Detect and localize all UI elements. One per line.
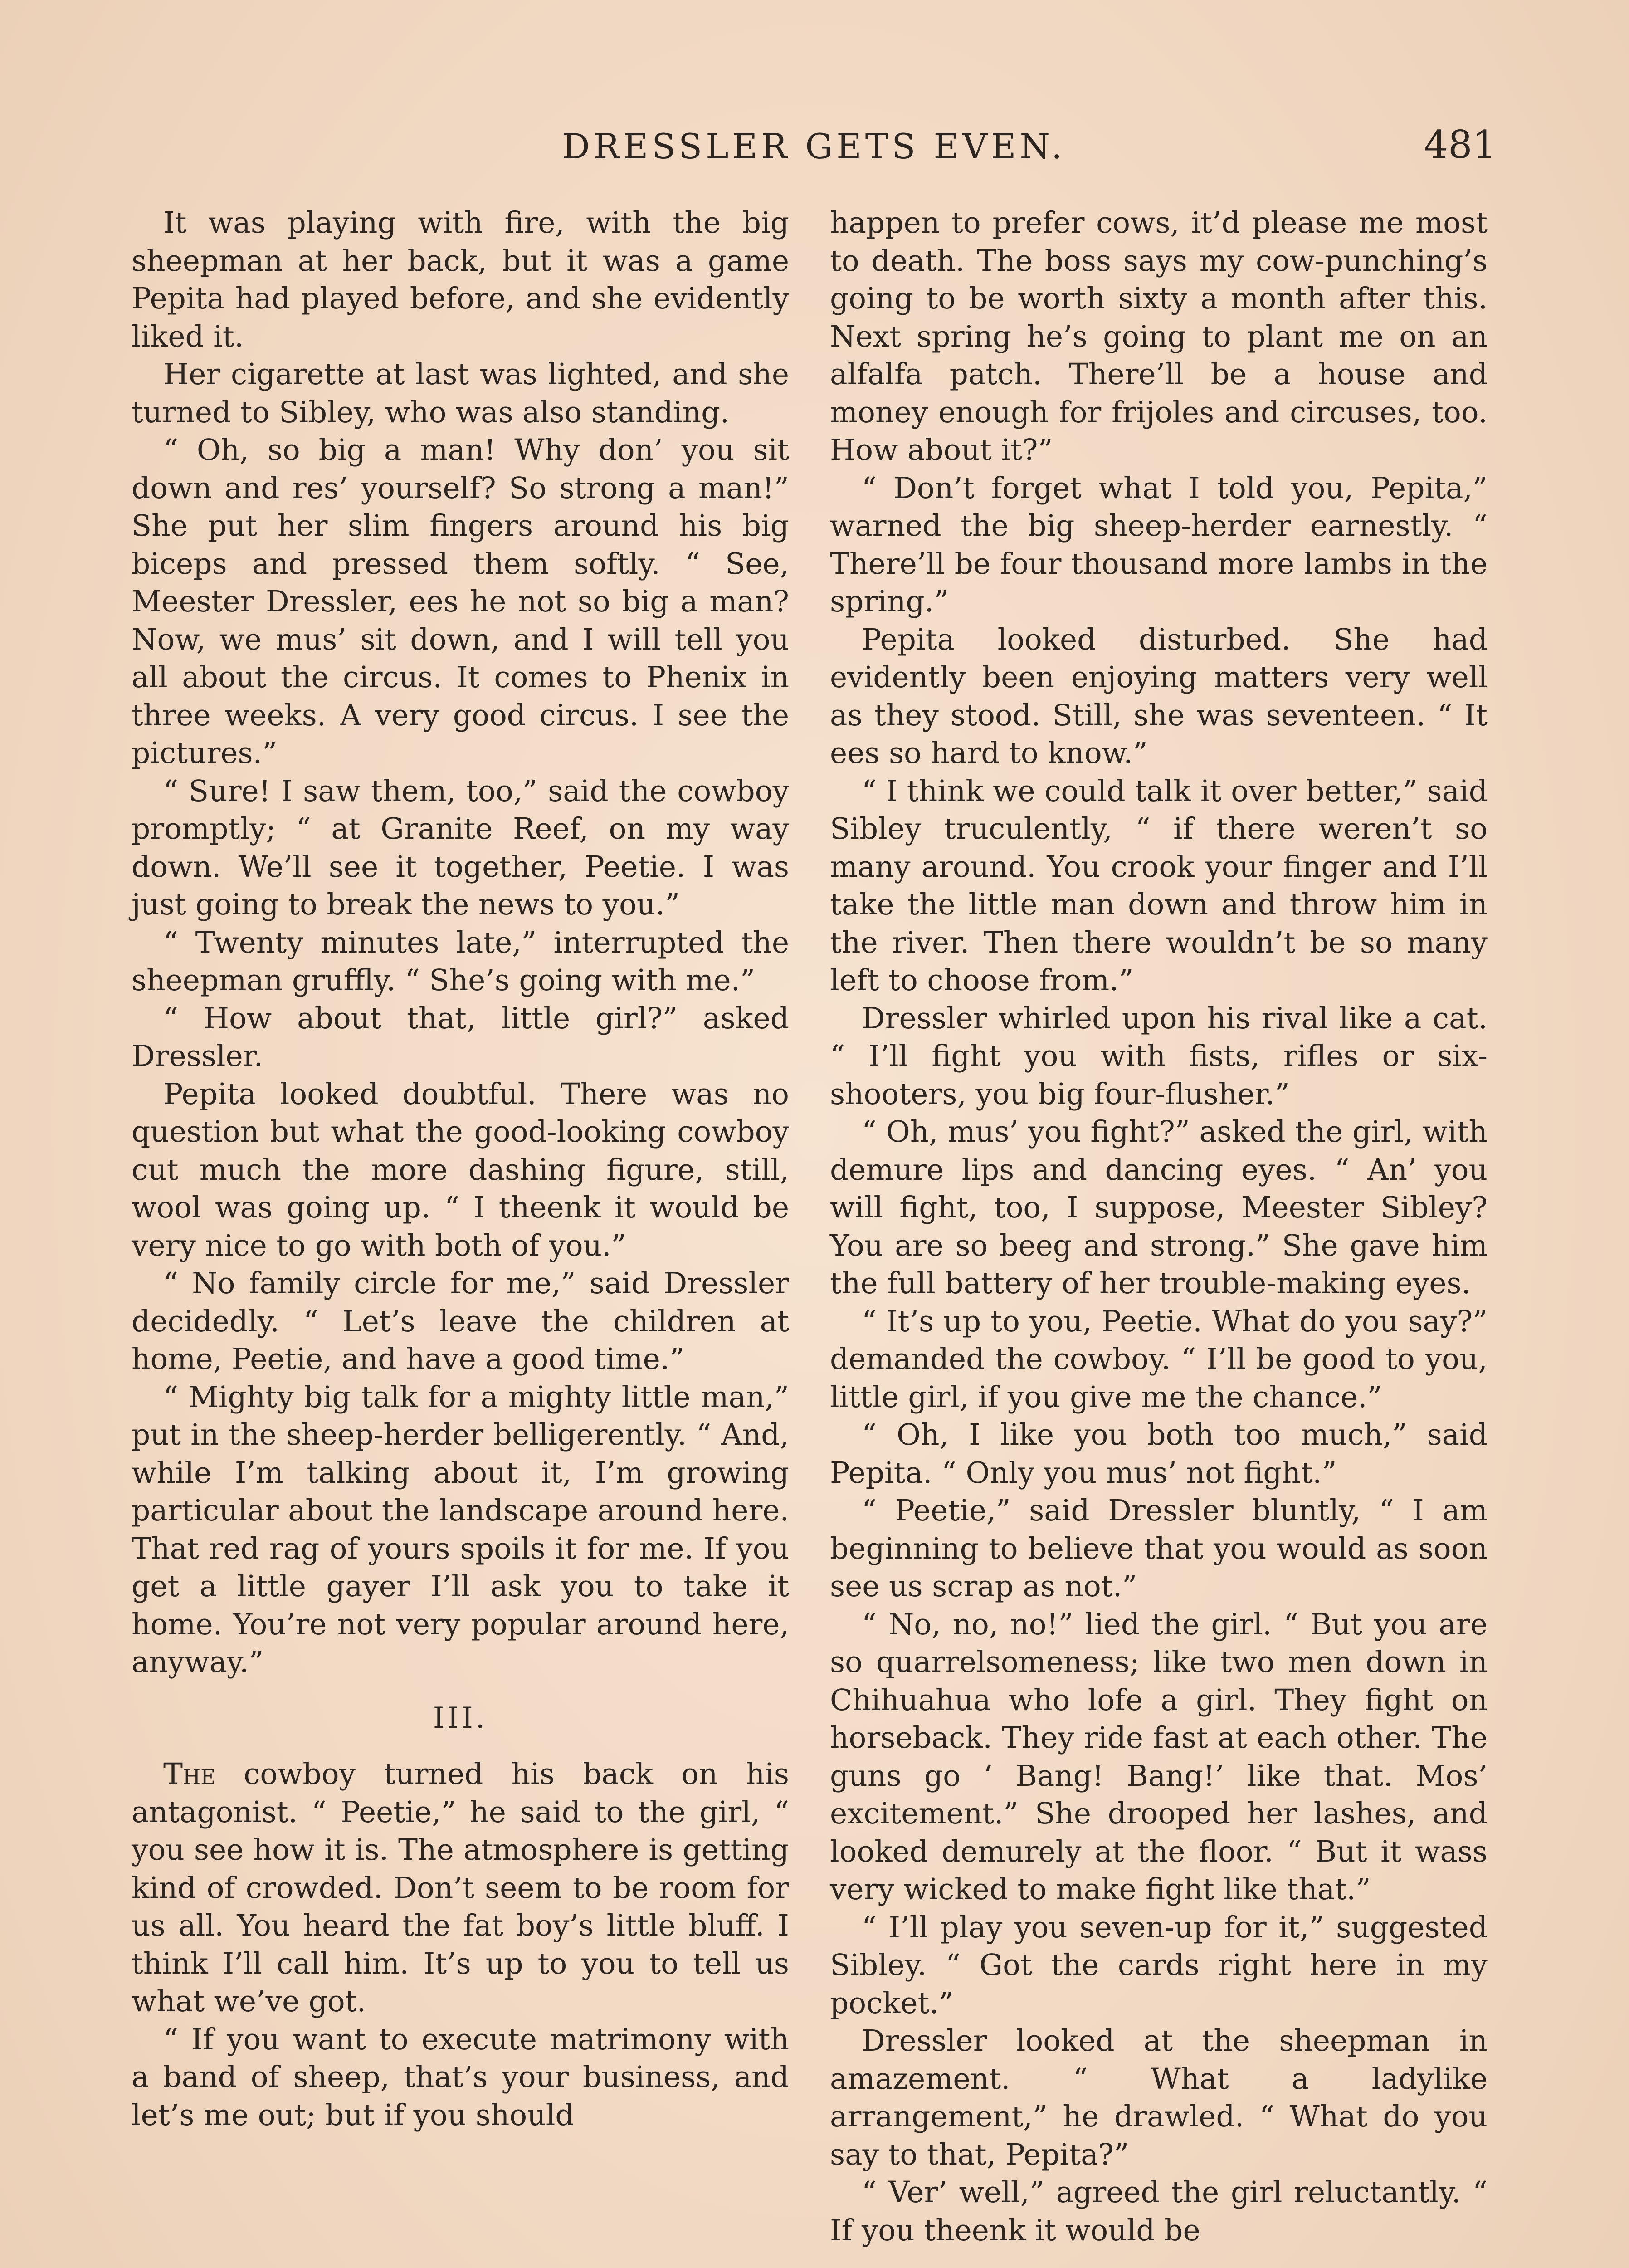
- paragraph: “ Twenty minutes late,” interrupted the sheepman gruffly. “ She’s going with me.”: [132, 925, 789, 997]
- paragraph: “ Don’t forget what I told you, Pepita,” warned the big sheep-herder earnestly. “ There’ll be four thousand more lambs in the spring.”: [830, 471, 1488, 619]
- paragraph: Dressler looked at the sheepman in amazement. “ What a ladylike arrangement,” he drawled. “ What do you say to that, Pepita?”: [830, 2024, 1488, 2172]
- paragraph: Pepita looked doubtful. There was no question but what the good-looking cowboy cut much the more dashing figure, still, wool was going up. “ I theenk it would be very nice to go with both of you.”: [132, 1077, 789, 1263]
- paragraph: “ Oh, so big a man! Why don’ you sit down and res’ yourself? So strong a man!” She put her slim fingers around his big biceps and pressed them softly. “ See, Meester Dressler, ees he not so big a man? Now, we mus’ sit down, and I will tell you all about the circus. It comes to Phenix in three weeks. A very good circus. I see the pictures.”: [132, 433, 789, 770]
- right-column: [830, 204, 1488, 2249]
- paragraph: “ Peetie,” said Dressler bluntly, “ I am beginning to believe that you would as soon see us scrap as not.”: [830, 1494, 1488, 1603]
- paragraph: “ Mighty big talk for a mighty little man,” put in the sheep-herder belligerently. “ And, while I’m talking about it, I’m growing particular about the landscape around here. That red rag of yours spoils it for me. If you get a little gayer I’ll ask you to take it home. You’re not very popular around here, anyway.”: [132, 1380, 789, 1679]
- paragraph: “ I think we could talk it over better,” said Sibley truculently, “ if there weren’t so many around. You crook your finger and I’ll take the little man down and throw him in the river. Then there wouldn’t be so many left to choose from.”: [830, 774, 1488, 997]
- paragraph: It was playing with fire, with the big sheepman at her back, but it was a game Pepita had played before, and she evidently liked it.: [132, 206, 789, 354]
- paragraph: Dressler whirled upon his rival like a cat. “ I’ll fight you with fists, rifles or six-shooters, you big four-flusher.”: [830, 1001, 1488, 1111]
- paragraph: “ Oh, I like you both too much,” said Pepita. “ Only you mus’ not fight.”: [830, 1418, 1488, 1490]
- section-first-paragraph: [132, 1755, 789, 2021]
- section-first-paragraph-text: cowboy turned his back on his antagonist. “ Peetie,” he said to the girl, “ you see how it is. The atmosphere is getting kind of crowded. Don’t seem to be room for us all. You heard the fat boy’s little bluff. I think I’ll call him. It’s up to you to tell us what we’ve got.: [132, 1757, 789, 2019]
- section-first-word: The: [163, 1757, 216, 1791]
- paragraph: “ How about that, little girl?” asked Dressler.: [132, 1001, 789, 1073]
- paragraph: Her cigarette at last was lighted, and she turned to Sibley, who was also standing.: [132, 357, 789, 430]
- paragraph: “ Ver’ well,” agreed the girl reluctantly. “ If you theenk it would be: [830, 2175, 1488, 2248]
- page-header: [132, 122, 1497, 172]
- paragraph: “ If you want to execute matrimony with a band of sheep, that’s your business, and let’s me out; but if you should: [132, 2022, 789, 2132]
- paragraph: “ Sure! I saw them, too,” said the cowboy promptly; “ at Granite Reef, on my way down. We’ll see it together, Peetie. I was just going to break the news to you.”: [132, 774, 789, 922]
- page-number: 481: [1424, 122, 1497, 167]
- paragraph-continued: happen to prefer cows, it’d please me most to death. The boss says my cow-punching’s going to be worth sixty a month after this. Next spring he’s going to plant me on an alfalfa patch. There’ll be a house and money enough for frijoles and circuses, too. How about it?”: [830, 206, 1488, 467]
- paragraph: “ No family circle for me,” said Dressler decidedly. “ Let’s leave the children at home, Peetie, and have a good time.”: [132, 1266, 789, 1376]
- paragraph: Pepita looked disturbed. She had evidently been enjoying matters very well as they stood. Still, she was seventeen. “ It ees so hard to know.”: [830, 622, 1488, 770]
- paragraph: “ Oh, mus’ you fight?” asked the girl, with demure lips and dancing eyes. “ An’ you will fight, too, I suppose, Meester Sibley? You are so beeg and strong.” She gave him the full battery of her trouble-making eyes.: [830, 1115, 1488, 1300]
- running-head: DRESSLER GETS EVEN.: [562, 126, 1066, 166]
- paragraph: “ It’s up to you, Peetie. What do you say?” demanded the cowboy. “ I’ll be good to you, little girl, if you give me the chance.”: [830, 1304, 1488, 1414]
- section-number: III.: [433, 1701, 488, 1735]
- paragraph: “ I’ll play you seven-up for it,” suggested Sibley. “ Got the cards right here in my pocket.”: [830, 1910, 1488, 2020]
- paragraph: “ No, no, no!” lied the girl. “ But you are so quarrelsomeness; like two men down in Chihuahua who lofe a girl. They fight on horseback. They ride fast at each other. The guns go ‘ Bang! Bang!’ like that. Mos’ excitement.” She drooped her lashes, and looked demurely at the floor. “ But it wass very wicked to make fight like that.”: [830, 1607, 1488, 1906]
- left-column: [132, 204, 789, 2134]
